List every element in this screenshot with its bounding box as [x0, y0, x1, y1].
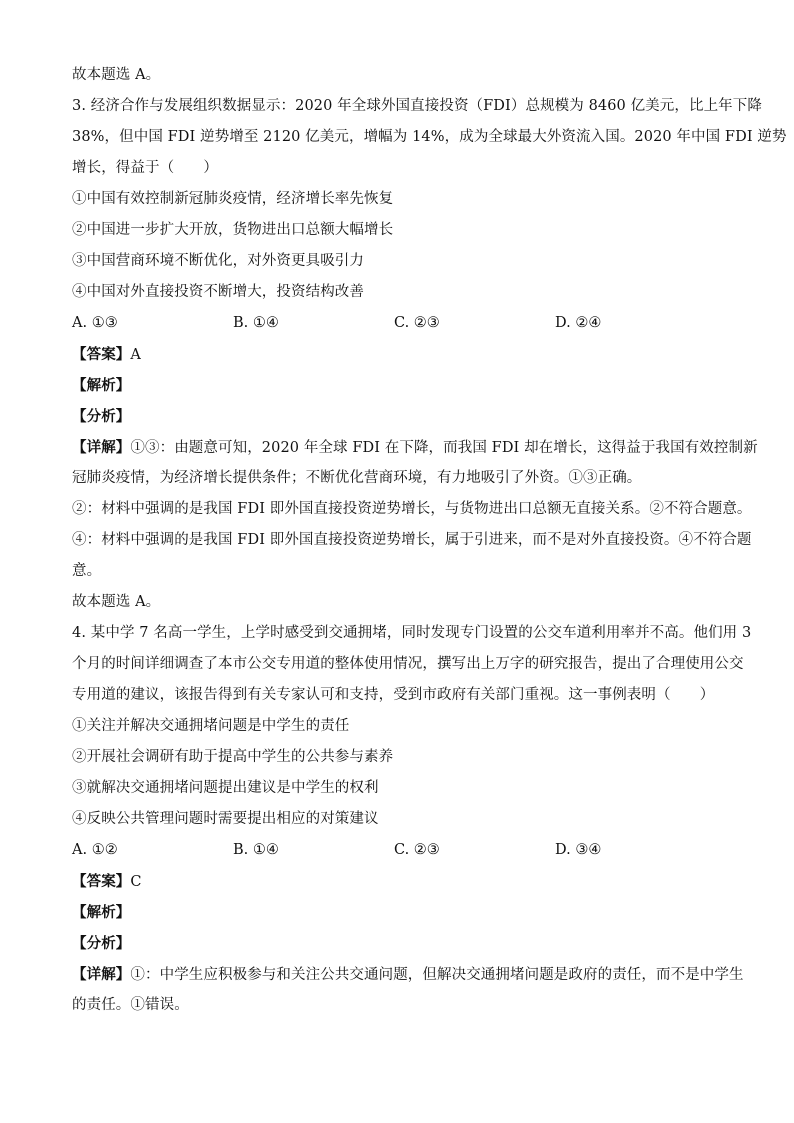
option-c: C. ②③ [394, 315, 440, 331]
question-3-detail-line-1 [72, 432, 758, 463]
question-4-analysis-label: 【解析】 [72, 904, 131, 921]
answer-label: 【答案】 [72, 873, 131, 890]
question-4-stem-line-2: 个月的时间详细调查了本市公交专用道的整体使用情况，撰写出上万字的研究报告，提出了合理使用公交 [72, 656, 744, 672]
question-3 [72, 91, 787, 618]
question-4-fenxi-label: 【分析】 [72, 935, 131, 952]
question-4-detail-line-2: 的责任。①错误。 [72, 997, 189, 1013]
question-3-detail-line-5: 意。 [72, 563, 102, 579]
question-3-detail-line-4: ④：材料中强调的是我国 FDI 即外国直接投资逆势增长，属于引进来，而不是对外直接投资。④不符合题 [72, 532, 752, 548]
question-4-item-3: ③就解决交通拥堵问题提出建议是中学生的权利 [72, 780, 379, 796]
question-3-item-3: ③中国营商环境不断优化，对外资更具吸引力 [72, 253, 364, 269]
detail-label: 【详解】 [72, 966, 131, 983]
option-b: B. ①④ [233, 842, 279, 858]
question-4-stem-line-1: 4. 某中学 7 名高一学生，上学时感受到交通拥堵，同时发现专门设置的公交车道利用率并不高。他们用 3 [72, 625, 752, 641]
option-b: B. ①④ [233, 315, 279, 331]
question-4-answer [72, 866, 722, 897]
answer-value: A [130, 347, 141, 363]
question-3-fenxi-label: 【分析】 [72, 408, 131, 425]
question-4-item-4: ④反映公共管理问题时需要提出相应的对策建议 [72, 811, 379, 827]
question-3-stem-line-3: 增长，得益于（ ） [72, 160, 218, 176]
question-3-item-1: ①中国有效控制新冠肺炎疫情，经济增长率先恢复 [72, 191, 394, 207]
question-3-item-4: ④中国对外直接投资不断增大，投资结构改善 [72, 284, 364, 300]
answer-label: 【答案】 [72, 346, 131, 363]
detail-label: 【详解】 [72, 439, 131, 456]
question-3-options [72, 308, 722, 339]
question-4-stem-line-3: 专用道的建议，该报告得到有关专家认可和支持，受到市政府有关部门重视。这一事例表明（ ） [72, 687, 715, 703]
question-3-analysis-label: 【解析】 [72, 377, 131, 394]
question-3-answer [72, 339, 722, 370]
question-3-conclusion: 故本题选 A。 [72, 594, 161, 610]
question-4-item-1: ①关注并解决交通拥堵问题是中学生的责任 [72, 718, 350, 734]
question-3-detail-line-2: 冠肺炎疫情，为经济增长提供条件；不断优化营商环境，有力地吸引了外资。①③正确。 [72, 470, 642, 486]
option-c: C. ②③ [394, 842, 440, 858]
option-d: D. ②④ [555, 315, 602, 331]
question-3-stem-line-2: 38%，但中国 FDI 逆势增至 2120 亿美元，增幅为 14%，成为全球最大外资流入国。2020 年中国 FDI 逆势 [72, 129, 787, 145]
question-3-item-2: ②中国进一步扩大开放，货物进出口总额大幅增长 [72, 222, 394, 238]
question-3-detail-line-3: ②：材料中强调的是我国 FDI 即外国直接投资逆势增长，与货物进出口总额无直接关系。②不符合题意。 [72, 501, 752, 517]
detail-text: ①：中学生应积极参与和关注公共交通问题，但解决交通拥堵问题是政府的责任，而不是中学生 [130, 967, 744, 983]
option-a: A. ①③ [72, 315, 118, 331]
detail-text: ①③：由题意可知，2020 年全球 FDI 在下降，而我国 FDI 却在增长，这得益于我国有效控制新 [130, 440, 758, 456]
question-4-detail-line-1 [72, 959, 744, 990]
document-page [72, 60, 787, 1021]
option-d: D. ③④ [555, 842, 602, 858]
option-a: A. ①② [72, 842, 118, 858]
question-4 [72, 618, 752, 1021]
question-4-options [72, 835, 722, 866]
previous-conclusion: 故本题选 A。 [72, 67, 161, 83]
question-3-stem-line-1: 3. 经济合作与发展组织数据显示：2020 年全球外国直接投资（FDI）总规模为 8460 亿美元，比上年下降 [72, 98, 762, 114]
question-4-item-2: ②开展社会调研有助于提高中学生的公共参与素养 [72, 749, 394, 765]
answer-value: C [130, 874, 142, 890]
